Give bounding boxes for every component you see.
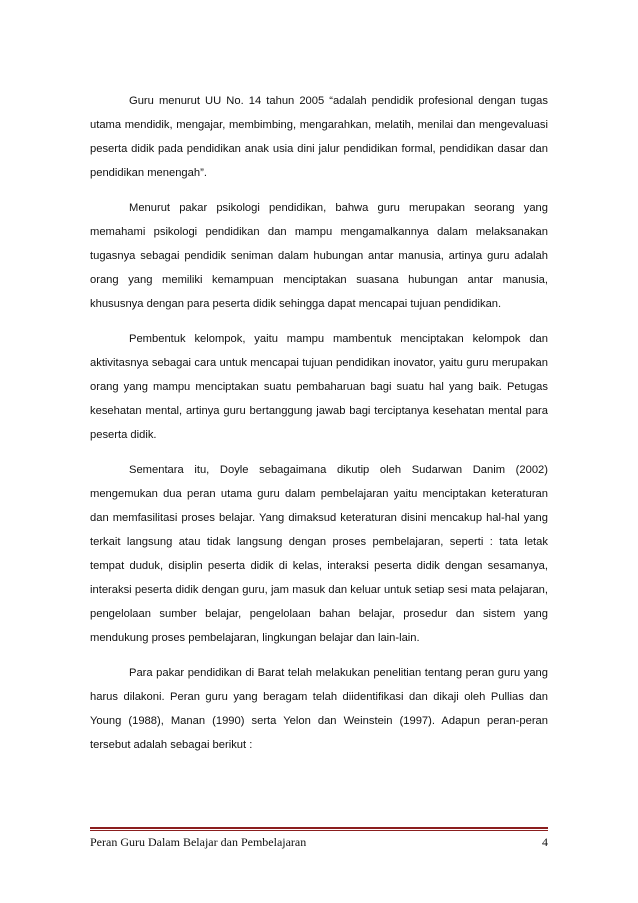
- page-footer: [90, 835, 548, 853]
- paragraph-western-experts: Para pakar pendidikan di Barat telah melakukan penelitian tentang peran guru yang harus dilakoni. Peran guru yang beragam telah diidentifikasi dan dikaji oleh Pullias dan Young (1988), Manan (1990) serta Yelon dan Weinstein (1997). Adapun peran-peran tersebut adalah sebagai berikut :: [90, 667, 548, 751]
- footer-title: Peran Guru Dalam Belajar dan Pembelajaran: [90, 835, 307, 849]
- paragraph-group-former: Pembentuk kelompok, yaitu mampu mambentuk menciptakan kelompok dan aktivitasnya sebagai cara untuk mencapai tujuan pendidikan inovator, yaitu guru merupakan orang yang mampu menciptakan suatu pembaharuan bagi suatu hal yang baik. Petugas kesehatan mental, artinya guru bertanggung jawab bagi terciptanya kesehatan mental para peserta didik.: [90, 333, 548, 441]
- paragraph-psychology-view: Menurut pakar psikologi pendidikan, bahwa guru merupakan seorang yang memahami psikologi pendidikan dan mampu mengamalkannya dalam melaksanakan tugasnya sebagai pendidik seniman dalam hubungan antar manusia, artinya guru adalah orang yang memiliki kemampuan menciptakan suasana hubungan antar manusia, khususnya dengan para peserta didik sehingga dapat mencapai tujuan pendidikan.: [90, 202, 548, 310]
- paragraph-guru-definition: Guru menurut UU No. 14 tahun 2005 “adalah pendidik profesional dengan tugas utama mendidik, mengajar, membimbing, mengarahkan, melatih, menilai dan mengevaluasi peserta didik pada pendidikan anak usia dini jalur pendidikan formal, pendidikan dasar dan pendidikan menengah”.: [90, 95, 548, 179]
- footer-rule: [90, 827, 548, 831]
- paragraph-doyle-roles: Sementara itu, Doyle sebagaimana dikutip oleh Sudarwan Danim (2002) mengemukan dua peran utama guru dalam pembelajaran yaitu menciptakan keteraturan dan memfasilitasi proses belajar. Yang dimaksud keteraturan disini mencakup hal-hal yang terkait langsung atau tidak langsung dengan proses pembelajaran, seperti : tata letak tempat duduk, disiplin peserta didik di kelas, interaksi peserta didik dengan sesamanya, interaksi peserta didik dengan guru, jam masuk dan keluar untuk setiap sesi mata pelajaran, pengelolaan sumber belajar, pengelolaan bahan belajar, prosedur dan sistem yang mendukung proses pembelajaran, lingkungan belajar dan lain-lain.: [90, 464, 548, 644]
- body-text: [90, 89, 548, 768]
- page-number: 4: [542, 835, 548, 849]
